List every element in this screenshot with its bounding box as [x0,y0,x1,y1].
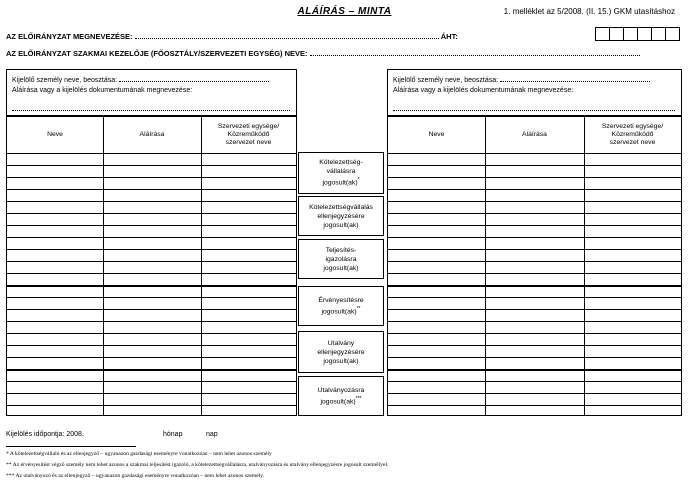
left-person-row [12,74,269,84]
left-designator-block [6,69,297,116]
role-validation: Érvényesítésre jogosult(ak)** [298,286,384,326]
left-person-field[interactable] [119,74,269,82]
footnote-2: ** Az érvényesítést végző személy nem lehet azonos a szakmai teljesítést igazoló, a kötelezettségvállalásra, utalványozásra és utalvány ellenjegyzésre jogosult személlyel. [6,462,389,468]
manager-label: AZ ELŐIRÁNYZAT SZAKMAI KEZELŐJE (FŐOSZTÁLY/SZERVEZETI EGYSÉG) NEVE: [6,49,308,58]
annex-reference: 1. melléklet az 5/2008. (II. 15.) GKM utasításhoz [503,7,675,16]
appropriation-name-row [6,31,458,41]
month-label: hónap [163,431,183,438]
appropriation-name-field[interactable] [135,31,439,39]
footnote-rule [6,446,136,447]
left-signature-field[interactable] [12,103,290,111]
right-signature-table [387,116,682,416]
role-payment-order: Utalványozásra jogosult(ak)*** [298,376,384,416]
right-col-name: Neve [428,131,445,138]
footnote-1: * A kötelezettségvállaló és az ellenjegyző – ugyanazon gazdasági eseményre vonatkozóan – nem lehet azonos személy [6,451,272,457]
left-person-label: Kijelölő személy neve, beosztása: [12,77,118,84]
right-person-row [393,74,650,84]
right-signature-row [393,103,675,113]
left-signature-row [12,103,290,113]
manager-field[interactable] [310,48,640,56]
left-col-signature: Aláírása [139,131,165,138]
day-label: nap [206,431,218,438]
right-col-unit: Szervezeti egysége/ Közreműködő szervezet neve [601,123,664,146]
appropriation-name-label: AZ ELŐIRÁNYZAT MEGNEVEZÉSE: [6,32,133,41]
aht-code-boxes[interactable] [596,27,680,41]
role-commitment-countersign: Kötelezettségvállalás ellenjegyzésére jogosult(ak) [298,196,384,236]
right-person-label: Kijelölő személy neve, beosztása: [393,77,499,84]
right-person-field[interactable] [500,74,650,82]
left-col-unit: Szervezeti egysége/ Közreműködő szervezet neve [217,123,280,146]
left-signature-table [6,116,297,416]
manager-row [6,48,640,58]
left-signature-label: Aláírása vagy a kijelölés dokumentumának megnevezése: [12,87,193,94]
right-signature-field[interactable] [393,103,675,111]
right-signature-label: Aláírása vagy a kijelölés dokumentumának megnevezése: [393,87,574,94]
designation-date-label: Kijelölés időpontja: 2008. [6,431,84,438]
footnote-3: *** Az utalványozó és az ellenjegyző – ugyanazon gazdasági eseményre vonatkozóan – nem lehet azonos személy. [6,473,265,479]
role-payment-order-countersign: Utalvány ellenjegyzésére jogosult(ak) [298,331,384,373]
right-col-signature: Aláírása [522,131,547,138]
form-title: ALÁÍRÁS – MINTA [297,6,392,17]
role-performance-certification: Teljesítés- igazolásra jogosult(ak) [298,239,384,279]
right-designator-block [387,69,682,116]
role-commitment: Kötelezettség- vállalásra jogosult(ak)* [298,152,384,194]
aht-label: ÁHT: [440,32,458,41]
left-col-name: Neve [47,131,63,138]
